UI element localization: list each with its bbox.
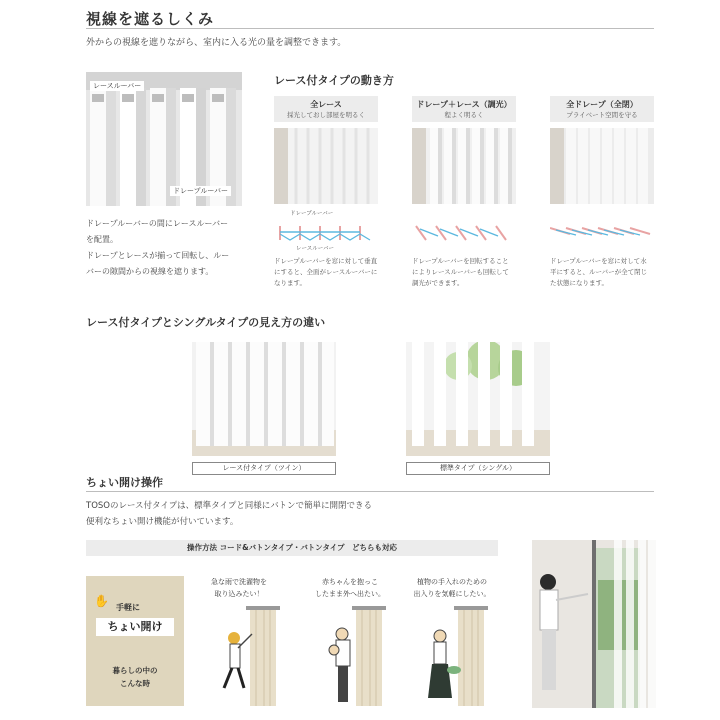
caption-line: 取り込みたい！ (214, 590, 264, 598)
mode-photo (274, 128, 378, 204)
mode-sub: 程よく明るく (444, 111, 484, 119)
operation-band: 操作方法 コード&バトンタイプ・バトンタイプ どちらも対応 (86, 540, 498, 556)
label-drape-louver: ドレープルーバー (170, 186, 231, 196)
scene-illustration-2 (312, 604, 392, 708)
desc-line: バーの隙間からの視線を遮ります。 (86, 267, 214, 276)
mode-desc-2 (412, 256, 522, 289)
mode-name: 全ドレープ（全閉） (566, 100, 638, 109)
mode-desc-1 (274, 256, 384, 289)
section2-lead (86, 498, 372, 530)
caption-line: したまま外へ出たい。 (315, 590, 385, 598)
mode-name: ドレープ＋レース（調光） (416, 100, 512, 109)
mode-drape-lace (412, 96, 516, 122)
louver-description (86, 216, 246, 280)
compare-photo-single (406, 342, 550, 456)
louver-photo (86, 72, 242, 206)
section-lead: 外からの視線を遮りながら、室内に入る光の量を調整できます。 (86, 38, 347, 48)
mode-desc-3 (550, 256, 660, 289)
hand-icon: ✋ (94, 594, 109, 608)
section-title-blocking: 視線を遮るしくみ (86, 10, 215, 28)
diagram-label-lace: レースルーバー (296, 246, 334, 252)
mode-full-lace (274, 96, 378, 122)
badge-line3: 暮らしの中の (112, 666, 158, 675)
mode-photo (550, 128, 654, 204)
desc-line: 調光ができます。 (412, 279, 464, 287)
diagram-full-drape (550, 222, 654, 242)
badge-line4: こんな時 (120, 679, 150, 688)
caption-line: 赤ちゃんを抱っこ (322, 578, 378, 586)
scene-caption-2 (302, 576, 398, 600)
diagram-label-drape: ドレープルーバー (290, 211, 334, 217)
scene-illustration-1 (206, 604, 286, 708)
mode-header (274, 96, 378, 122)
desc-line: なります。 (274, 279, 306, 287)
desc-line: ドレープルーバーを窓に対して水 (550, 257, 647, 265)
desc-line: ドレープルーバーを回転すること (412, 257, 509, 265)
compare-photo-twin (192, 342, 336, 456)
badge-line2: ちょい開け (96, 618, 174, 636)
modes-title: レース付タイプの動き方 (274, 74, 394, 87)
desc-line: 平にすると、ルーバーが全て閉じ (550, 268, 648, 276)
scene-illustration-3 (414, 604, 494, 708)
section-title-choi: ちょい開け操作 (86, 476, 163, 489)
desc-line: を配置。 (86, 235, 118, 244)
mode-name: 全レース (310, 100, 342, 109)
section2-divider (86, 491, 654, 492)
mode-photo (412, 128, 516, 204)
mode-sub: プライベート空間を守る (566, 111, 638, 119)
scene-caption-1 (196, 576, 282, 600)
caption-line: 急な雨で洗濯物を (211, 578, 267, 586)
desc-line: にすると、全面がレースルーバーに (274, 268, 378, 276)
mode-full-drape (550, 96, 654, 122)
choi-badge (86, 576, 184, 706)
desc-line: た状態になります。 (550, 279, 608, 287)
lead-line: TOSOのレース付タイプは、標準タイプと同様にバトンで簡単に開閉できる (86, 501, 373, 511)
badge-line1: 手軽に (116, 603, 140, 612)
caption-single: 標準タイプ（シングル） (406, 462, 550, 475)
badge-sub (86, 664, 184, 690)
desc-line: によりレースルーバーも回転して (412, 268, 509, 276)
desc-line: ドレープルーバーを窓に対して垂直 (274, 257, 378, 265)
caption-line: 植物の手入れのための (417, 578, 487, 586)
caption-line: 出入りを気軽にしたい。 (413, 590, 491, 598)
mode-sub: 採光しておし部屋を明るく (287, 111, 365, 119)
diagram-drape-lace (412, 220, 516, 246)
title-divider (86, 28, 654, 29)
room-photo (532, 540, 656, 708)
desc-line: ドレープとレースが揃って回転し、ルー (86, 251, 230, 260)
mode-header (550, 96, 654, 122)
label-lace-louver: レースルーバー (90, 81, 144, 91)
scene-caption-3 (402, 576, 502, 600)
mode-header (412, 96, 516, 122)
desc-line: ドレープルーバーの間にレースルーバー (86, 219, 229, 228)
compare-title: レース付タイプとシングルタイプの見え方の違い (86, 316, 326, 329)
lead-line: 便利なちょい開け機能が付いています。 (86, 517, 239, 527)
caption-twin: レース付タイプ（ツイン） (192, 462, 336, 475)
